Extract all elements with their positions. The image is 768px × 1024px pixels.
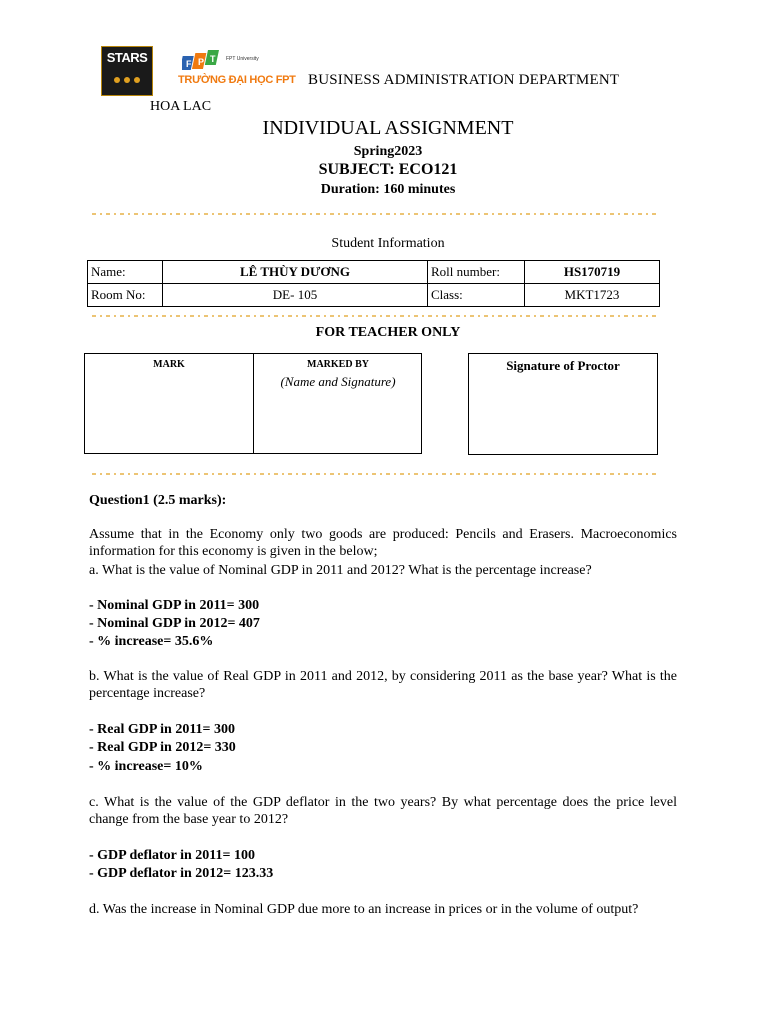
svg-text:F: F (186, 59, 192, 69)
decorative-separator (92, 311, 660, 321)
answer-line: - % increase= 10% (89, 759, 203, 774)
mark-box (84, 353, 422, 454)
question1a-text: a. What is the value of Nominal GDP in 2011 and 2012? What is the percentage increase? (89, 563, 592, 578)
answer-line: - Real GDP in 2012= 330 (89, 740, 236, 755)
answer-line: - Real GDP in 2011= 300 (89, 722, 236, 737)
room-value: DE- 105 (163, 284, 428, 307)
student-info-table (87, 260, 660, 307)
roll-number-value: HS170719 (525, 261, 660, 284)
stars-logo-text: STARS (106, 50, 148, 65)
fpt-university-name: TRƯỜNG ĐẠI HỌC FPT (178, 74, 296, 86)
answer-line: - GDP deflator in 2012= 123.33 (89, 866, 274, 881)
marked-by-subtitle-text: Name and Signature (284, 374, 392, 389)
answer-line: - GDP deflator in 2011= 100 (89, 848, 255, 863)
table-row (88, 284, 660, 307)
decorative-separator (92, 209, 660, 219)
fpt-mark-icon (182, 50, 222, 72)
assignment-title: INDIVIDUAL ASSIGNMENT (262, 117, 514, 139)
room-label: Room No: (88, 284, 163, 307)
answer-line: - Nominal GDP in 2011= 300 (89, 598, 260, 613)
department-name: BUSINESS ADMINISTRATION DEPARTMENT (308, 72, 620, 88)
mark-label: MARK (153, 359, 185, 370)
semester: Spring2023 (353, 144, 423, 159)
fpt-university-subtext: FPT University (226, 56, 259, 62)
proctor-signature-box (468, 353, 658, 455)
marked-by-subtitle: (Name and Signature) (280, 374, 396, 389)
fpt-university-logo-icon (178, 50, 296, 90)
teacher-only-heading: FOR TEACHER ONLY (315, 325, 461, 340)
stars-logo-icon (101, 46, 153, 96)
table-row (88, 261, 660, 284)
question1b-text: b. What is the value of Real GDP in 2011 and 2012, by considering 2011 as the base year? What is the percentage increase? (89, 669, 677, 701)
svg-text:P: P (198, 57, 205, 67)
question1c-text: c. What is the value of the GDP deflator in the two years? By what percentage does the price level change from the base year to 2012? (89, 795, 677, 827)
class-label: Class: (428, 284, 525, 307)
answer-line: - % increase= 35.6% (89, 634, 214, 649)
duration: Duration: 160 minutes (320, 182, 456, 197)
name-label: Name: (88, 261, 163, 284)
svg-text:T: T (210, 54, 216, 64)
question1-intro: Assume that in the Economy only two goods are produced: Pencils and Erasers. Macroeconomics information for this economy is given in the below; (89, 527, 677, 559)
marked-by-label: MARKED BY (307, 359, 369, 370)
stars-logo-dots (102, 70, 152, 88)
subject-code: SUBJECT: ECO121 (318, 161, 458, 178)
question1d-text: d. Was the increase in Nominal GDP due more to an increase in prices or in the volume of output? (89, 902, 639, 917)
answer-line: - Nominal GDP in 2012= 407 (89, 616, 260, 631)
roll-number-label: Roll number: (428, 261, 525, 284)
decorative-separator (92, 469, 660, 479)
class-value: MKT1723 (525, 284, 660, 307)
proctor-signature-label: Signature of Proctor (506, 358, 620, 373)
student-info-heading: Student Information (331, 236, 445, 251)
question1-title: Question1 (2.5 marks): (89, 493, 227, 508)
student-name: LÊ THÙY DƯƠNG (163, 261, 428, 284)
campus-name: HOA LAC (150, 99, 212, 114)
